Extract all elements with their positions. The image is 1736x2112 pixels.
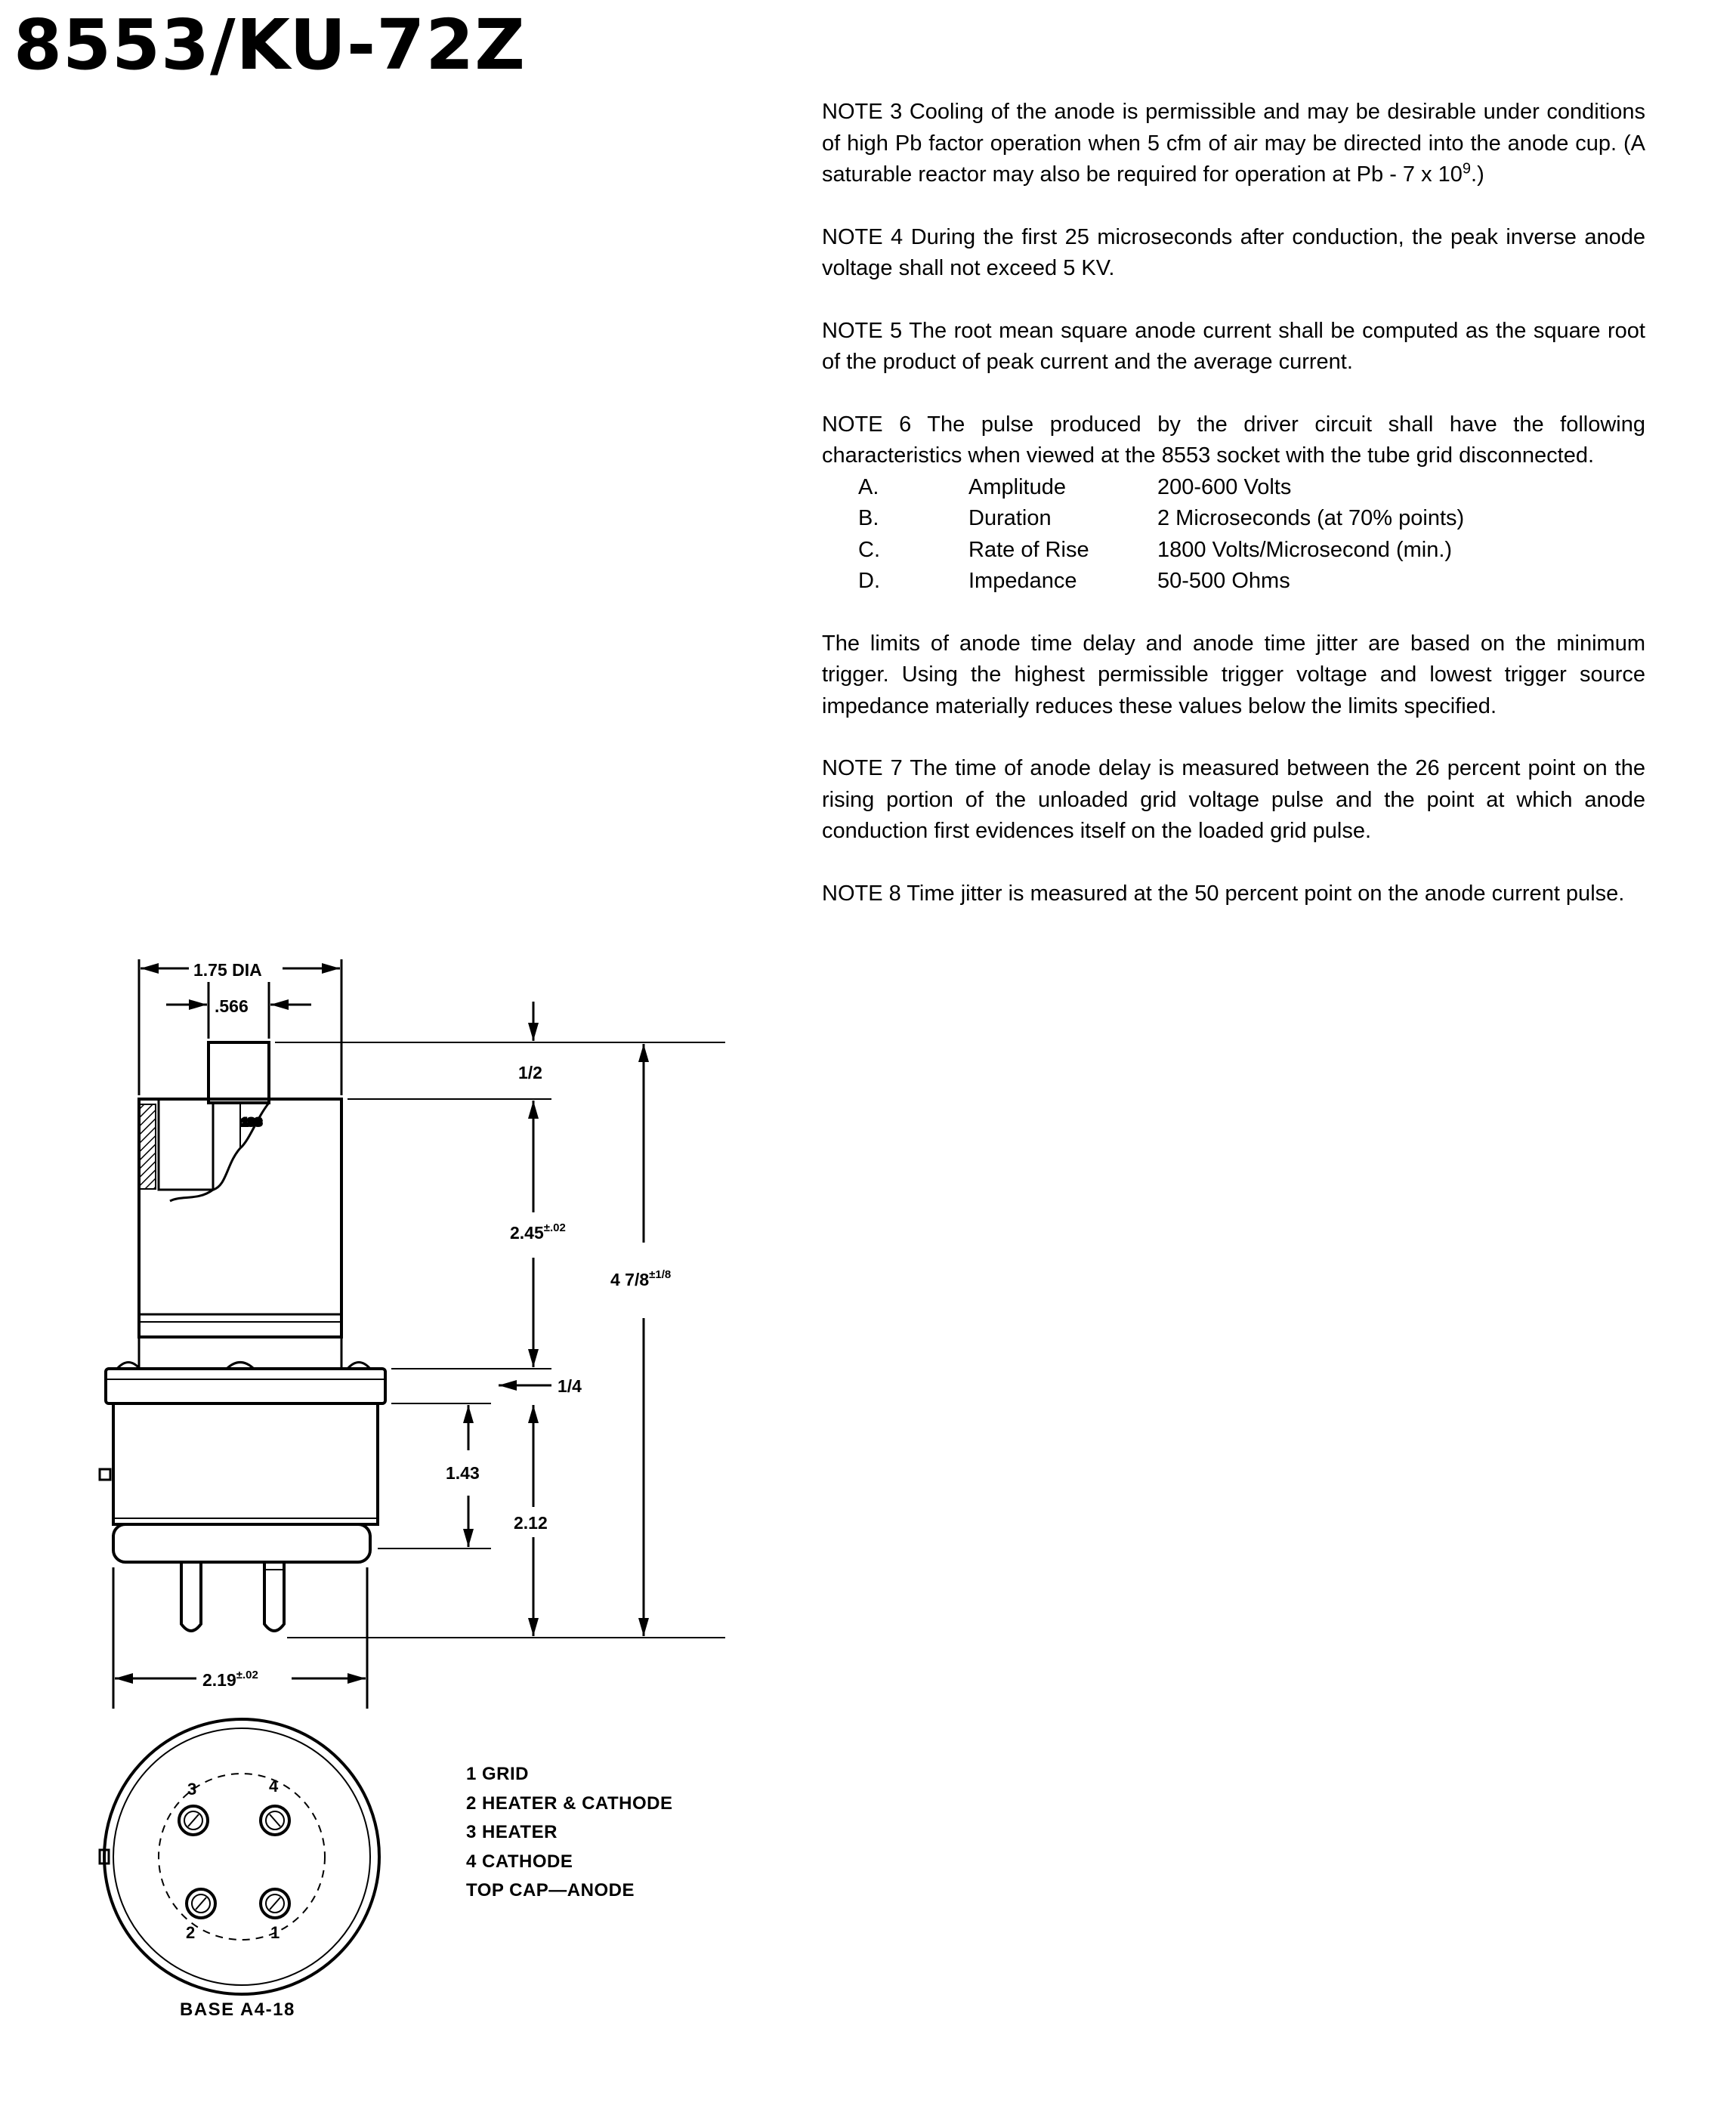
pulse-spec-row — [822, 566, 1645, 597]
note-label: NOTE 5 — [822, 318, 903, 343]
dim-overall-tol: ±1/8 — [649, 1268, 672, 1281]
note-8 — [822, 878, 1645, 910]
pin-left — [181, 1562, 201, 1631]
spec-value: 1800 Volts/Microsecond (min.) — [1157, 537, 1453, 562]
tube-body — [100, 1042, 385, 1631]
spec-value: 200-600 Volts — [1157, 474, 1292, 499]
note-text: Time jitter is measured at the 50 percent point on the anode current pulse. — [907, 881, 1625, 906]
note-5 — [822, 316, 1645, 378]
legend-item: 4 CATHODE — [466, 1851, 573, 1872]
pin-1 — [261, 1889, 289, 1918]
dim-dia-label: 1.75 DIA — [193, 960, 262, 980]
legend-item: 3 HEATER — [466, 1822, 558, 1842]
spec-value: 2 Microseconds (at 70% points) — [1157, 506, 1465, 530]
spec-letter: B. — [858, 506, 879, 530]
note-3 — [822, 97, 1645, 191]
pin-number-1: 1 — [270, 1923, 280, 1942]
notes-column — [822, 97, 1645, 940]
spec-value: 50-500 Ohms — [1157, 569, 1290, 593]
dim-base-dia-value: 2.19 — [202, 1670, 236, 1690]
base-pin-diagram — [100, 1719, 379, 1994]
hatch-section — [139, 1104, 156, 1189]
legend-item: 2 HEATER & CATHODE — [466, 1792, 673, 1814]
pulse-spec-row — [822, 503, 1645, 535]
note-text: The root mean square anode current shall be computed as the square root of the product of peak current and the average current. — [822, 318, 1645, 374]
pulse-spec-list — [822, 472, 1645, 597]
spec-letter: D. — [858, 569, 880, 593]
dim-body-label — [510, 1221, 566, 1243]
spec-letter: C. — [858, 537, 880, 562]
note-superscript: 9 — [1462, 160, 1472, 178]
cap-marking: 1SS — [242, 1116, 262, 1128]
note-4 — [822, 222, 1645, 285]
base-bottom — [113, 1524, 370, 1562]
pin-2 — [187, 1889, 215, 1918]
pulse-spec-row — [822, 472, 1645, 504]
note-text: Cooling of the anode is permissible and may be desirable under conditions of high Pb factor operation when 5 cfm of air may be directed into the anode cup. (A saturable reactor may also be required for operation at Pb - 7 x 10 — [822, 100, 1645, 187]
spec-name: Impedance — [968, 569, 1077, 593]
dim-overall-value: 4 7/8 — [610, 1270, 650, 1289]
legend-item: 1 GRID — [466, 1764, 530, 1784]
note-label: NOTE 4 — [822, 224, 904, 249]
note-7 — [822, 753, 1645, 848]
dimension-lines — [113, 959, 725, 1709]
page-title: 8553/KU-72Z — [14, 5, 526, 85]
top-cap — [209, 1042, 269, 1103]
note-label: NOTE 8 — [822, 881, 901, 906]
pin-number-4: 4 — [269, 1777, 279, 1796]
pin-right — [264, 1562, 284, 1631]
dim-lower-label: 2.12 — [514, 1513, 548, 1533]
dim-base-height-label: 1.43 — [446, 1463, 480, 1483]
pulse-spec-row — [822, 535, 1645, 567]
note-label: NOTE 6 — [822, 412, 912, 437]
note-label: NOTE 7 — [822, 756, 903, 780]
spec-name: Amplitude — [968, 474, 1066, 499]
base-shell — [113, 1403, 378, 1524]
pin-3 — [179, 1806, 208, 1835]
dim-body-tol: ±.02 — [543, 1221, 566, 1234]
dim-overall-label — [610, 1268, 671, 1289]
note-6 — [822, 409, 1645, 472]
dim-base-dia-tol: ±.02 — [236, 1669, 258, 1681]
spec-name: Rate of Rise — [968, 537, 1089, 562]
pin-4 — [261, 1806, 289, 1835]
base-label: BASE A4-18 — [180, 1999, 295, 2020]
dim-cap-label: .566 — [215, 996, 249, 1016]
dim-flange-label: 1/4 — [558, 1376, 582, 1396]
dim-body-value: 2.45 — [510, 1223, 544, 1243]
pin-number-3: 3 — [187, 1780, 197, 1799]
pin-number-2: 2 — [186, 1923, 196, 1942]
note-text: The pulse produced by the driver circuit shall have the following characteristics when viewed at the 8553 socket with the tube grid disconnected. — [822, 412, 1645, 468]
spec-letter: A. — [858, 474, 879, 499]
legend-item: TOP CAP—ANODE — [466, 1880, 635, 1900]
flange — [106, 1369, 385, 1403]
note-label: NOTE 3 — [822, 100, 903, 124]
dim-base-dia-label — [202, 1669, 258, 1690]
note-suffix: .) — [1471, 162, 1484, 187]
note-text: During the first 25 microseconds after conduction, the peak inverse anode voltage shall not exceed 5 KV. — [822, 224, 1645, 280]
dim-top-label: 1/2 — [518, 1063, 542, 1082]
note-text: The time of anode delay is measured between the 26 percent point on the rising portion of the unloaded grid voltage pulse and the point at which anode conduction first evidences itself on the loaded grid pulse. — [822, 756, 1646, 843]
limits-paragraph: The limits of anode time delay and anode time jitter are based on the minimum trigger. Using the highest permissible trigger voltage and lowest trigger source impedance materially reduces these values below the limits specified. — [822, 631, 1645, 718]
spec-name: Duration — [968, 506, 1052, 530]
pin-legend — [466, 1760, 672, 1906]
